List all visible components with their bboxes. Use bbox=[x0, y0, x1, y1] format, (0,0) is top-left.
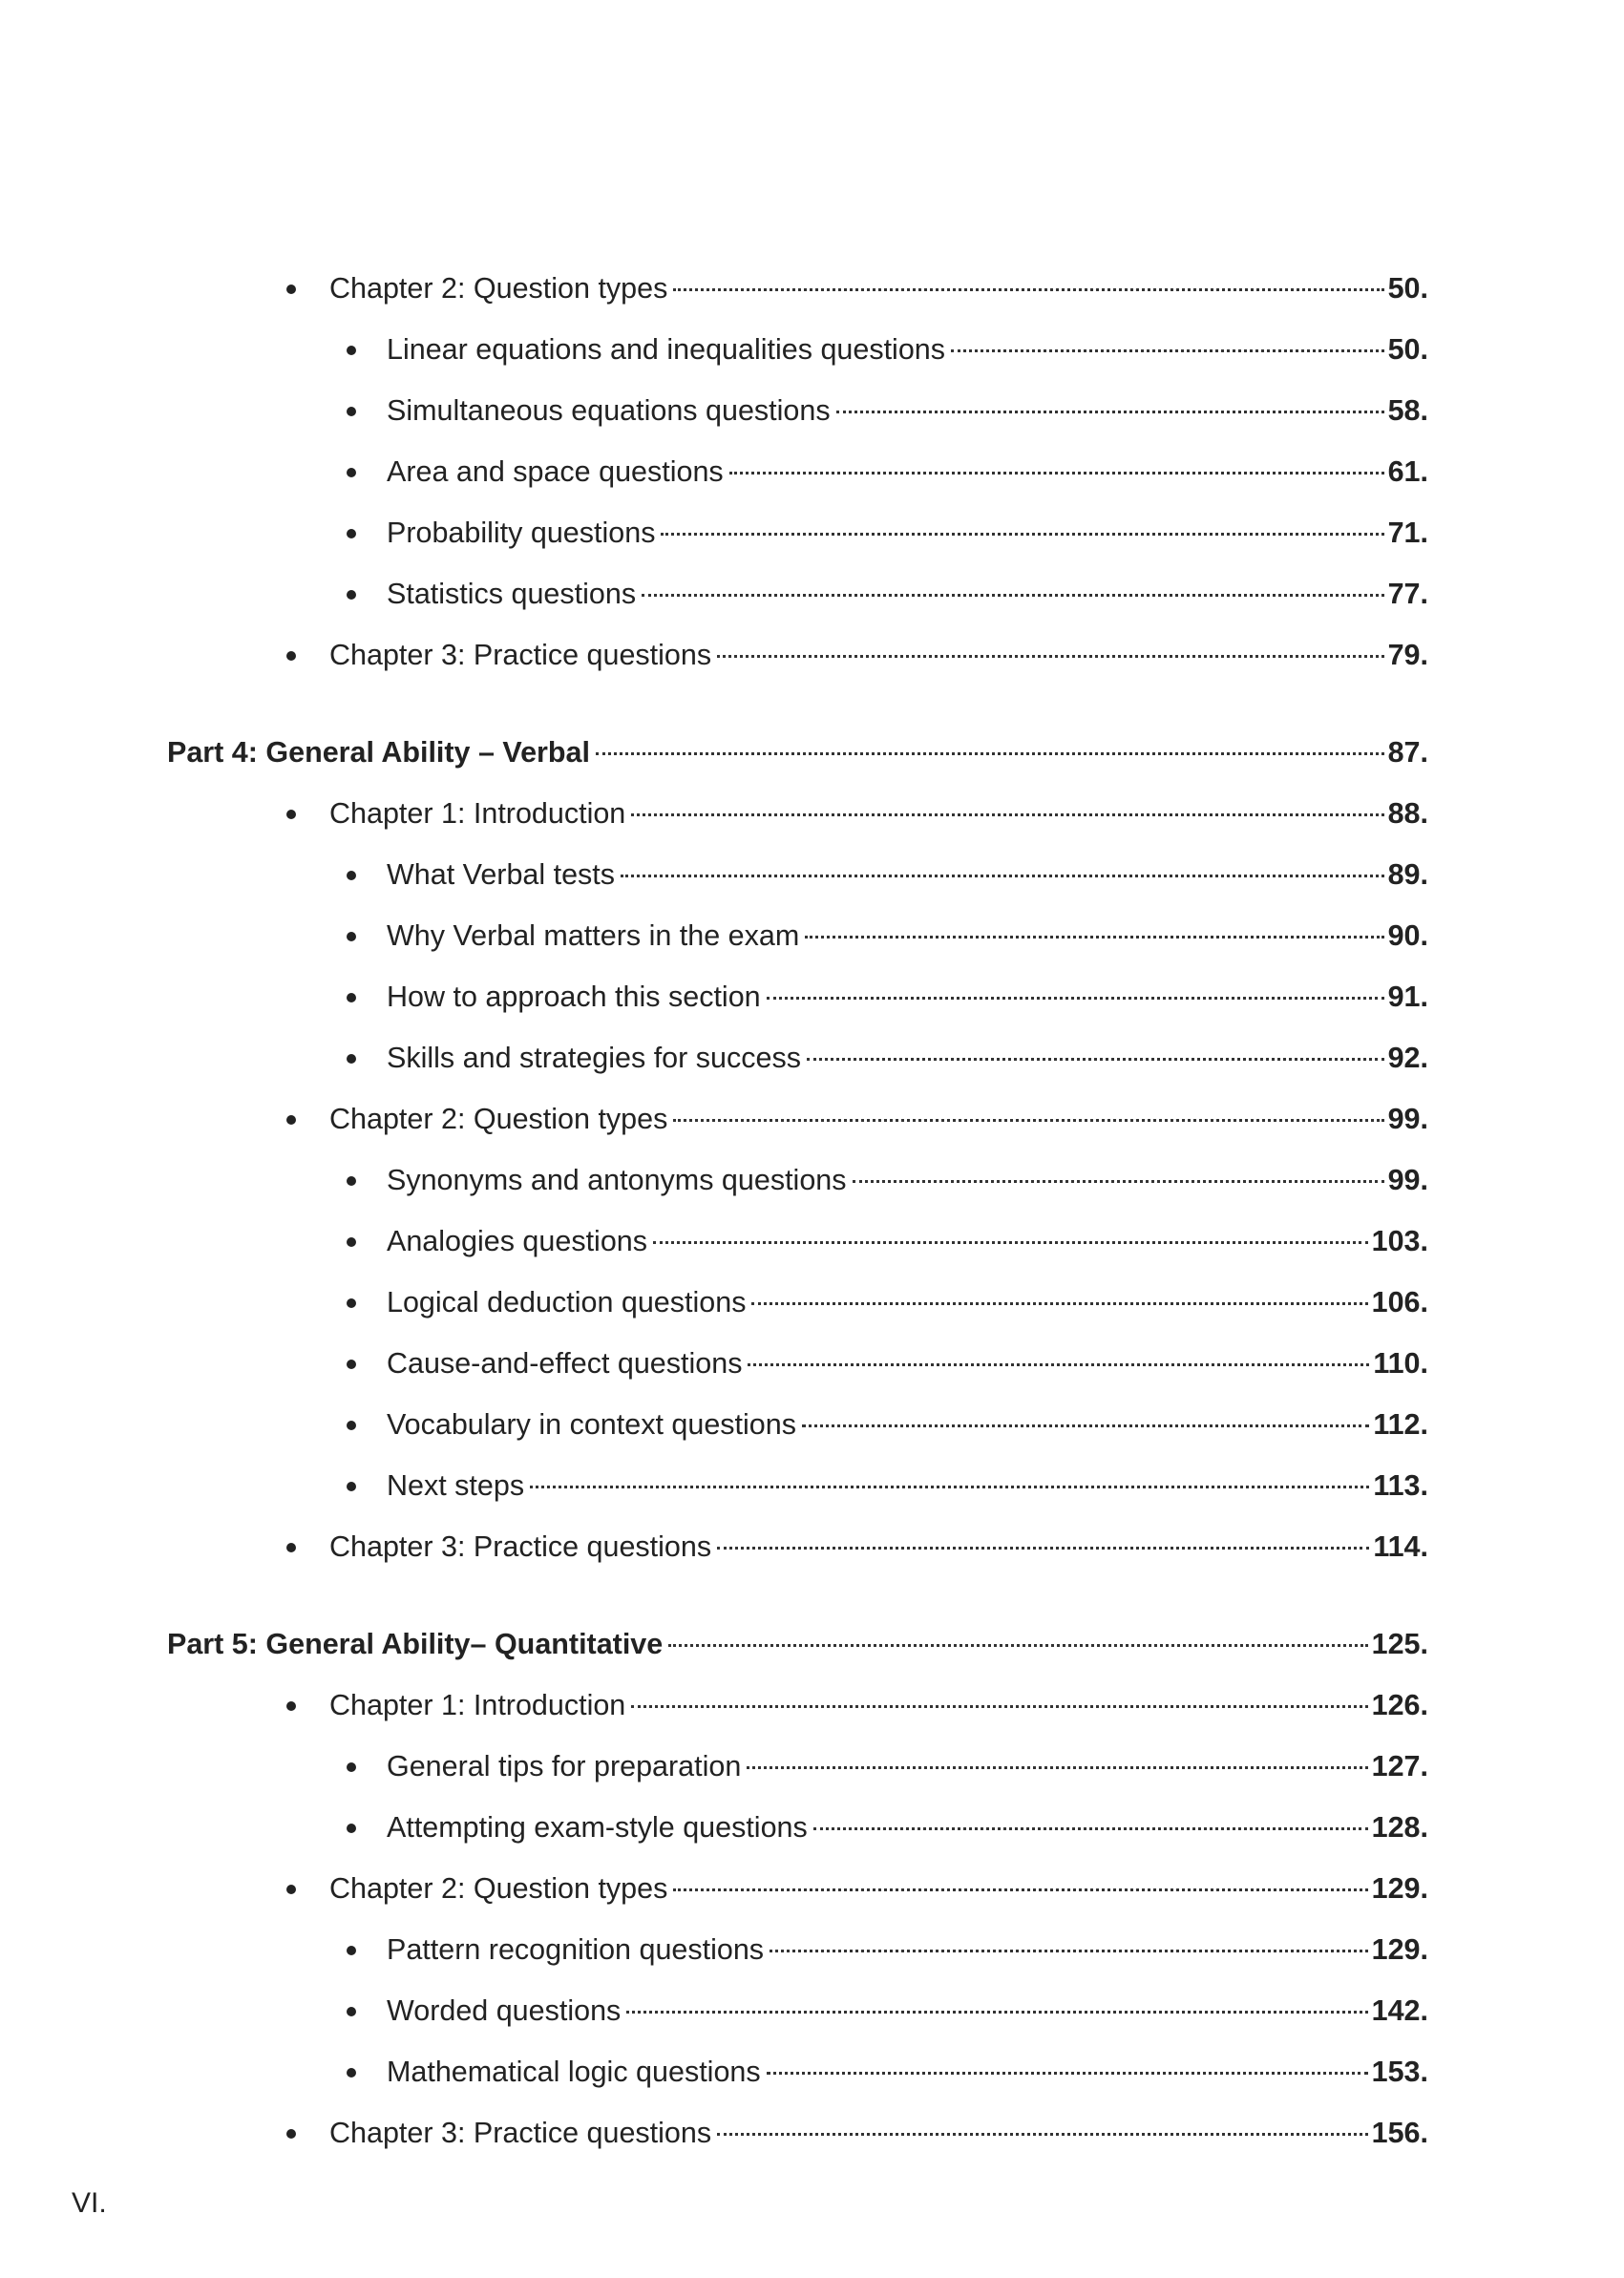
toc-entry-page: 99. bbox=[1387, 1103, 1428, 1135]
bullet-icon bbox=[347, 1482, 356, 1491]
toc-section-entry bbox=[347, 514, 1428, 552]
dot-leader bbox=[717, 655, 1383, 658]
toc-entry-label: Synonyms and antonyms questions bbox=[387, 1164, 847, 1196]
toc-entry-page: 99. bbox=[1387, 1164, 1428, 1196]
toc-entry-page: 113. bbox=[1373, 1469, 1428, 1502]
dot-leader bbox=[673, 1119, 1383, 1122]
bullet-icon bbox=[347, 2007, 356, 2016]
toc-entry-label: Area and space questions bbox=[387, 455, 724, 488]
toc-chapter-entry bbox=[286, 1528, 1428, 1566]
toc-entry-page: 87. bbox=[1387, 736, 1428, 769]
toc-entry-page: 79. bbox=[1387, 639, 1428, 671]
toc-entry-label: Linear equations and inequalities questions bbox=[387, 333, 946, 366]
toc-entry-label: Mathematical logic questions bbox=[387, 2056, 761, 2088]
toc-entry-label: General tips for preparation bbox=[387, 1750, 742, 1782]
bullet-icon bbox=[347, 932, 356, 941]
toc-entry-label: Chapter 3: Practice questions bbox=[329, 639, 712, 671]
toc-entry-page: 89. bbox=[1387, 858, 1428, 891]
toc-section-entry bbox=[347, 1405, 1428, 1444]
toc-entry-label: Chapter 1: Introduction bbox=[329, 797, 626, 830]
toc-entry-label: Chapter 3: Practice questions bbox=[329, 1530, 712, 1563]
toc-entry-label: Why Verbal matters in the exam bbox=[387, 919, 800, 952]
toc-entry-page: 110. bbox=[1373, 1347, 1428, 1380]
dot-leader bbox=[631, 1705, 1367, 1708]
toc-section-entry bbox=[347, 1808, 1428, 1846]
toc-entry-page: 50. bbox=[1387, 333, 1428, 366]
dot-leader bbox=[770, 1950, 1368, 1952]
dot-leader bbox=[747, 1766, 1367, 1769]
toc-section-entry bbox=[347, 2053, 1428, 2091]
toc-entry-page: 50. bbox=[1387, 272, 1428, 305]
toc-section-entry bbox=[347, 917, 1428, 955]
bullet-icon bbox=[347, 529, 356, 538]
dot-leader bbox=[717, 2133, 1368, 2136]
dot-leader bbox=[530, 1486, 1369, 1488]
toc-section-entry bbox=[347, 1930, 1428, 1969]
bullet-icon bbox=[347, 1946, 356, 1955]
bullet-icon bbox=[347, 407, 356, 416]
toc-entry-page: 71. bbox=[1387, 517, 1428, 549]
page-number: VI. bbox=[72, 2187, 107, 2219]
bullet-icon bbox=[286, 1115, 296, 1125]
bullet-icon bbox=[347, 468, 356, 477]
toc-entry-label: Simultaneous equations questions bbox=[387, 394, 831, 427]
toc-entry-page: 125. bbox=[1371, 1628, 1428, 1660]
bullet-icon bbox=[347, 871, 356, 880]
toc-entry-page: 91. bbox=[1387, 981, 1428, 1013]
toc-section-entry bbox=[347, 330, 1428, 369]
dot-leader bbox=[767, 2072, 1368, 2075]
toc-section-entry bbox=[347, 1992, 1428, 2030]
toc-section-entry bbox=[347, 575, 1428, 613]
toc-section-entry bbox=[347, 1161, 1428, 1199]
dot-leader bbox=[673, 288, 1383, 291]
bullet-icon bbox=[286, 2129, 296, 2139]
toc-entry-label: What Verbal tests bbox=[387, 858, 616, 891]
dot-leader bbox=[748, 1363, 1369, 1366]
toc-chapter-entry bbox=[286, 1100, 1428, 1138]
toc-entry-label: Skills and strategies for success bbox=[387, 1042, 801, 1074]
dot-leader bbox=[653, 1241, 1368, 1244]
toc-section-entry bbox=[347, 1039, 1428, 1077]
toc-entry-page: 153. bbox=[1371, 2056, 1428, 2088]
toc-entry-label: Statistics questions bbox=[387, 578, 637, 610]
dot-leader bbox=[802, 1424, 1369, 1427]
dot-leader bbox=[836, 411, 1384, 413]
toc-entry-page: 103. bbox=[1371, 1225, 1428, 1257]
toc-entry-page: 88. bbox=[1387, 797, 1428, 830]
toc-entry-label: Part 4: General Ability – Verbal bbox=[167, 736, 590, 769]
toc-entry-label: Vocabulary in context questions bbox=[387, 1408, 796, 1441]
toc-chapter-entry bbox=[286, 794, 1428, 833]
toc-entry-label: How to approach this section bbox=[387, 981, 761, 1013]
toc-part-entry bbox=[167, 733, 1428, 771]
bullet-icon bbox=[347, 1360, 356, 1369]
bullet-icon bbox=[286, 1543, 296, 1552]
bullet-icon bbox=[286, 285, 296, 294]
toc-section-entry bbox=[347, 1747, 1428, 1785]
toc-entry-label: Pattern recognition questions bbox=[387, 1933, 765, 1966]
bullet-icon bbox=[347, 346, 356, 355]
toc-entry-label: Analogies questions bbox=[387, 1225, 647, 1257]
toc-part-entry bbox=[167, 1625, 1428, 1663]
toc-entry-page: 112. bbox=[1373, 1408, 1428, 1441]
toc-entry-page: 106. bbox=[1371, 1286, 1428, 1318]
dot-leader bbox=[668, 1644, 1367, 1647]
toc-entry-label: Worded questions bbox=[387, 1994, 622, 2027]
bullet-icon bbox=[347, 1176, 356, 1186]
toc-section-entry bbox=[347, 855, 1428, 894]
bullet-icon bbox=[347, 993, 356, 1002]
toc-entry-label: Attempting exam-style questions bbox=[387, 1811, 808, 1844]
toc-entry-label: Chapter 2: Question types bbox=[329, 1103, 668, 1135]
toc-entry-label: Chapter 2: Question types bbox=[329, 1872, 668, 1905]
dot-leader bbox=[626, 2011, 1367, 2014]
toc-entry-page: 58. bbox=[1387, 394, 1428, 427]
dot-leader bbox=[729, 472, 1384, 475]
toc-entry-page: 129. bbox=[1371, 1872, 1428, 1905]
toc-entry-page: 92. bbox=[1387, 1042, 1428, 1074]
toc-chapter-entry bbox=[286, 636, 1428, 674]
toc-section-entry bbox=[347, 978, 1428, 1016]
dot-leader bbox=[621, 875, 1384, 877]
toc-entry-page: 90. bbox=[1387, 919, 1428, 952]
toc-chapter-entry bbox=[286, 1686, 1428, 1724]
bullet-icon bbox=[286, 810, 296, 819]
bullet-icon bbox=[286, 1885, 296, 1894]
toc-entry-page: 126. bbox=[1371, 1689, 1428, 1721]
toc-entry-label: Cause-and-effect questions bbox=[387, 1347, 743, 1380]
dot-leader bbox=[661, 533, 1383, 536]
toc-section-entry bbox=[347, 1283, 1428, 1321]
dot-leader bbox=[805, 936, 1383, 939]
toc-entry-label: Chapter 2: Question types bbox=[329, 272, 668, 305]
bullet-icon bbox=[286, 651, 296, 661]
bullet-icon bbox=[347, 1298, 356, 1308]
toc-entry-label: Next steps bbox=[387, 1469, 525, 1502]
bullet-icon bbox=[286, 1701, 296, 1711]
toc-entry-label: Probability questions bbox=[387, 517, 656, 549]
toc-entry-page: 156. bbox=[1371, 2117, 1428, 2149]
dot-leader bbox=[853, 1180, 1384, 1183]
toc-entry-page: 114. bbox=[1373, 1530, 1428, 1563]
toc-entry-page: 127. bbox=[1371, 1750, 1428, 1782]
dot-leader bbox=[631, 813, 1383, 816]
toc-entry-page: 61. bbox=[1387, 455, 1428, 488]
toc-section-entry bbox=[347, 1344, 1428, 1382]
dot-leader bbox=[717, 1547, 1369, 1550]
toc-section-entry bbox=[347, 453, 1428, 491]
toc-chapter-entry bbox=[286, 269, 1428, 307]
dot-leader bbox=[673, 1888, 1367, 1891]
bullet-icon bbox=[347, 2068, 356, 2078]
toc-entry-page: 128. bbox=[1371, 1811, 1428, 1844]
bullet-icon bbox=[347, 1762, 356, 1772]
dot-leader bbox=[596, 752, 1384, 755]
toc-chapter-entry bbox=[286, 2114, 1428, 2152]
toc-entry-label: Logical deduction questions bbox=[387, 1286, 747, 1318]
dot-leader bbox=[813, 1827, 1368, 1830]
dot-leader bbox=[767, 997, 1384, 1000]
toc-entry-label: Chapter 3: Practice questions bbox=[329, 2117, 712, 2149]
bullet-icon bbox=[347, 1824, 356, 1833]
toc-section-entry bbox=[347, 1222, 1428, 1260]
dot-leader bbox=[807, 1058, 1384, 1061]
toc-section-entry bbox=[347, 1466, 1428, 1505]
dot-leader bbox=[951, 349, 1384, 352]
toc-section-entry bbox=[347, 391, 1428, 430]
toc-chapter-entry bbox=[286, 1869, 1428, 1908]
toc-entry-page: 129. bbox=[1371, 1933, 1428, 1966]
toc-entry-page: 142. bbox=[1371, 1994, 1428, 2027]
dot-leader bbox=[642, 594, 1384, 597]
bullet-icon bbox=[347, 1054, 356, 1064]
toc-entry-label: Chapter 1: Introduction bbox=[329, 1689, 626, 1721]
toc-entry-label: Part 5: General Ability– Quantitative bbox=[167, 1628, 664, 1660]
dot-leader bbox=[751, 1302, 1367, 1305]
bullet-icon bbox=[347, 1421, 356, 1430]
bullet-icon bbox=[347, 1237, 356, 1247]
bullet-icon bbox=[347, 590, 356, 600]
toc-entry-page: 77. bbox=[1387, 578, 1428, 610]
